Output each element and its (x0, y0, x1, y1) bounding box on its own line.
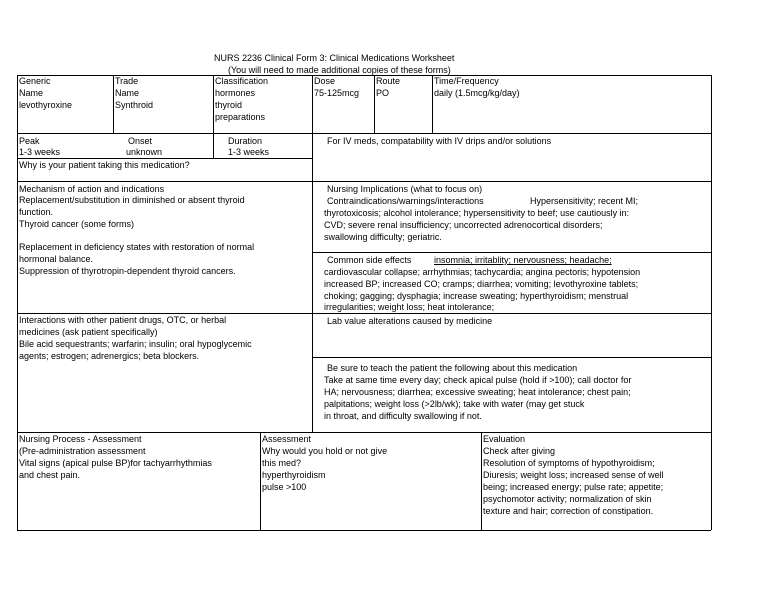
peak-value: 1-3 weeks (19, 147, 61, 157)
side-effects-label: Common side effects (327, 255, 412, 265)
evaluation-label: Evaluation (483, 434, 526, 444)
teach-line: palpitations; weight loss (>2lb/wk); take with water (may get stuck (324, 399, 585, 409)
side-effects-first: insomnia; irritablity; nervousness; headache; (434, 255, 612, 265)
contraindications-line: swallowing difficulty; geriatric. (324, 232, 442, 242)
contraindications-label: Contraindications/warnings/interactions (327, 196, 484, 206)
page-title: NURS 2236 Clinical Form 3: Clinical Medications Worksheet (214, 53, 455, 63)
peak-label: Peak (19, 136, 40, 146)
classification-line: hormones (215, 88, 256, 98)
evaluation-line: Resolution of symptoms of hypothyroidism; (483, 458, 655, 468)
trade-label: Trade (115, 76, 139, 86)
dose-value: 75-125mcg (314, 88, 360, 98)
time-frequency-label: Time/Frequency (434, 76, 499, 86)
interactions-label: medicines (ask patient specifically) (19, 327, 158, 337)
contraindications-first: Hypersensitivity; recent MI; (530, 196, 639, 206)
trade-value: Synthroid (115, 100, 154, 110)
classification-label: Classification (215, 76, 269, 86)
nursing-process-line: Vital signs (apical pulse BP)for tachyarrhythmias (19, 458, 212, 468)
side-effects-line: increased BP; increased CO; cramps; diarrhea; vomiting; levothyroxine tablets; (324, 279, 639, 289)
contraindications-line: CVD; severe renal insufficiency; uncorrected adrenocortical disorders; (324, 220, 603, 230)
teach-label: Be sure to teach the patient the following about this medication (327, 363, 578, 373)
mechanism-line: Thyroid cancer (some forms) (19, 219, 135, 229)
side-effects-line: cardiovascular collapse; arrhythmias; tachycardia; angina pectoris; hypotension (324, 267, 641, 277)
assessment-line: hyperthyroidism (262, 470, 326, 480)
mechanism-line: function. (19, 207, 54, 217)
route-value: PO (376, 88, 390, 98)
generic-name-label: Name (19, 88, 44, 98)
nursing-process-label: Nursing Process - Assessment (19, 434, 142, 444)
evaluation-line: being; increased energy; pulse rate; appetite; (483, 482, 664, 492)
nursing-process-line: (Pre-administration assessment (19, 446, 146, 456)
teach-line: HA; nervousness; diarrhea; excessive sweating; heat intolerance; chest pain; (324, 387, 631, 397)
mechanism-line: Replacement in deficiency states with restoration of normal (19, 242, 255, 252)
assessment-label: Assessment (262, 434, 312, 444)
mechanism-line: hormonal balance. (19, 254, 94, 264)
evaluation-line: Diuresis; weight loss; increased sense of well (483, 470, 664, 480)
route-label: Route (376, 76, 401, 86)
evaluation-line: Check after giving (483, 446, 556, 456)
generic-value: levothyroxine (19, 100, 73, 110)
interactions-line: Bile acid sequestrants; warfarin; insulin; oral hypoglycemic (19, 339, 252, 349)
dose-label: Dose (314, 76, 336, 86)
assessment-line: Why would you hold or not give (262, 446, 388, 456)
interactions-label: Interactions with other patient drugs, OTC, or herbal (19, 315, 227, 325)
teach-line: in throat, and difficulty swallowing if not. (324, 411, 482, 421)
mechanism-line: Replacement/substitution in diminished or absent thyroid (19, 195, 245, 205)
classification-line: preparations (215, 112, 266, 122)
side-effects-line: irregularities; weight loss; heat intolerance; (324, 302, 495, 312)
contraindications-line: thyrotoxicosis; alcohol intolerance; hypersensitivity to beef; use cautiously in: (324, 208, 630, 218)
evaluation-line: texture and hair; correction of constipation. (483, 506, 654, 516)
mechanism-line: Suppression of thyrotropin-dependent thyroid cancers. (19, 266, 236, 276)
onset-label: Onset (128, 136, 153, 146)
teach-line: Take at same time every day; check apical pulse (hold if >100); call doctor for (324, 375, 632, 385)
lab-value-label: Lab value alterations caused by medicine (327, 316, 493, 326)
trade-name-label: Name (115, 88, 140, 98)
generic-label: Generic (19, 76, 51, 86)
duration-label: Duration (228, 136, 263, 146)
time-frequency-value: daily (1.5mcg/kg/day) (434, 88, 520, 98)
nursing-process-line: and chest pain. (19, 470, 81, 480)
assessment-line: this med? (262, 458, 302, 468)
evaluation-line: psychomotor activity; normalization of skin (483, 494, 652, 504)
page-subtitle: (You will need to made additional copies of these forms) (228, 65, 451, 75)
duration-value: 1-3 weeks (228, 147, 270, 157)
side-effects-line: choking; gagging; dysphagia; increase sweating; hyperthyroidism; menstrual (324, 291, 629, 301)
why-taking-label: Why is your patient taking this medication? (19, 160, 190, 170)
classification-line: thyroid (215, 100, 243, 110)
interactions-line: agents; estrogen; adrenergics; beta blockers. (19, 351, 200, 361)
assessment-line: pulse >100 (262, 482, 307, 492)
mechanism-label: Mechanism of action and indications (19, 184, 165, 194)
nursing-implications-label: Nursing Implications (what to focus on) (327, 184, 483, 194)
iv-compatibility-label: For IV meds, compatability with IV drips and/or solutions (327, 136, 552, 146)
onset-value: unknown (126, 147, 163, 157)
